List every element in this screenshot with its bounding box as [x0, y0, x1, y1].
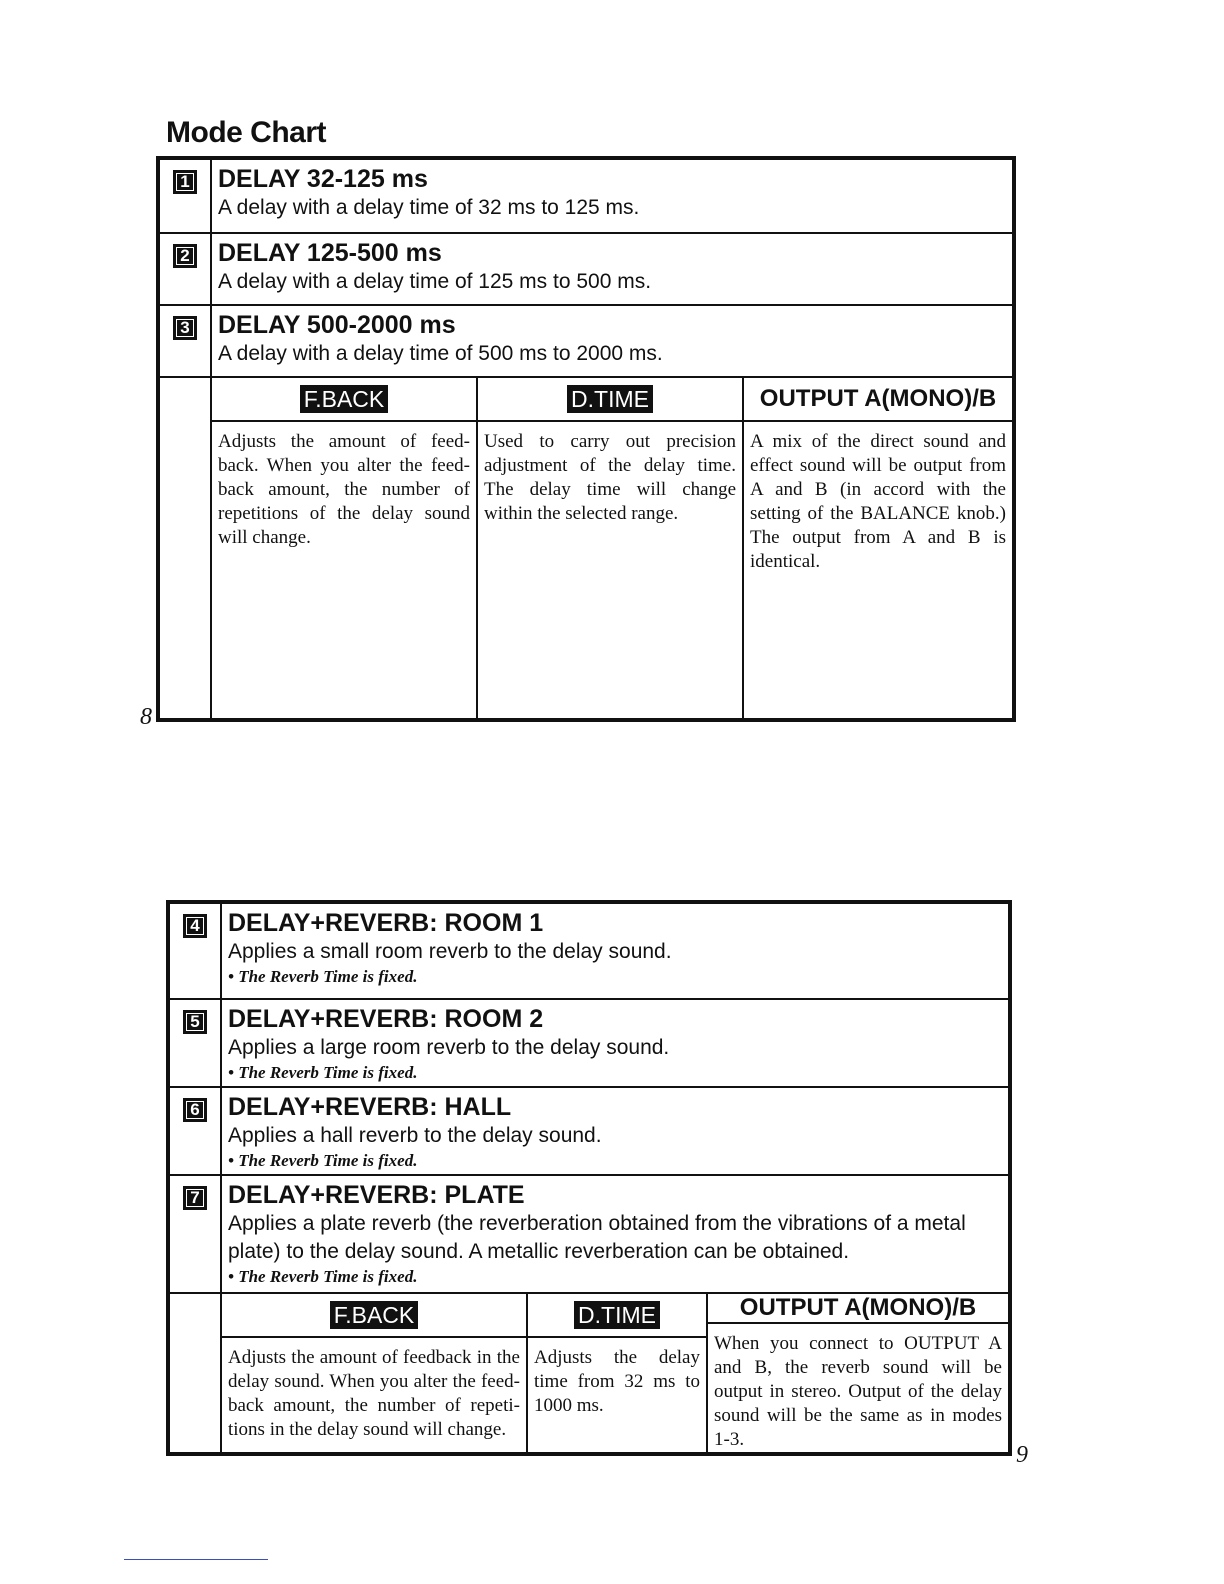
fback-description: Adjusts the amount of feed-back. When you alter the feed-back amount, the number of repetitions of the delay sound will change.: [218, 431, 470, 548]
footer-rule: [124, 1559, 268, 1560]
param-col-output: [708, 1294, 1008, 1452]
fback-knob-label: F.BACK: [300, 385, 389, 413]
param-col-dtime: [478, 378, 744, 718]
mode-number-badge: 6: [183, 1098, 207, 1122]
mode-name: DELAY+REVERB: ROOM 2: [228, 1005, 544, 1033]
mode-number-badge: 2: [173, 244, 197, 268]
mode-name: DELAY+REVERB: ROOM 1: [228, 909, 544, 937]
param-col-fback: [222, 1294, 528, 1452]
output-description: A mix of the direct sound and effect sound will be output from A and B (in accord with the setting of the BALANCE knob.) The output from A and B is identical.: [750, 431, 1006, 572]
mode-number-badge: 7: [183, 1186, 207, 1210]
mode-description: Applies a plate reverb (the reverberation obtained from the vibrations of a metal plate) to the delay sound. A metallic reverberation can be obtained.: [228, 1212, 966, 1263]
mode-name: DELAY 125-500 ms: [218, 239, 442, 267]
mode-description: A delay with a delay time of 32 ms to 125 ms.: [218, 196, 640, 219]
mode-description: A delay with a delay time of 500 ms to 2000 ms.: [218, 342, 663, 365]
parameter-table: [170, 1294, 1008, 1452]
mode-description: Applies a small room reverb to the delay sound.: [228, 940, 672, 963]
reverb-time-note: • The Reverb Time is fixed.: [228, 967, 418, 986]
mode-name: DELAY 500-2000 ms: [218, 311, 456, 339]
mode-description: A delay with a delay time of 125 ms to 500 ms.: [218, 270, 652, 293]
mode-chart-delay: [156, 156, 1016, 722]
mode-name: DELAY+REVERB: PLATE: [228, 1181, 525, 1209]
mode-number-badge: 4: [183, 914, 207, 938]
mode-row-4: [170, 904, 1008, 1000]
mode-name: DELAY 32-125 ms: [218, 165, 428, 193]
output-label: OUTPUT A(MONO)/B: [759, 385, 997, 412]
dtime-description: Used to carry out precision adjustment of the delay time. The delay time will change within the selected range.: [484, 431, 736, 524]
mode-description: Applies a hall reverb to the delay sound.: [228, 1124, 602, 1147]
fback-knob-label: F.BACK: [330, 1301, 419, 1329]
mode-row-5: [170, 1000, 1008, 1088]
page-number-left: 8: [140, 704, 152, 730]
mode-chart-delay-reverb: [166, 900, 1012, 1456]
reverb-time-note: • The Reverb Time is fixed.: [228, 1151, 418, 1170]
reverb-time-note: • The Reverb Time is fixed.: [228, 1063, 418, 1082]
mode-row-3: [160, 306, 1012, 378]
param-col-dtime: [528, 1294, 708, 1452]
mode-number-badge: 1: [173, 170, 197, 194]
parameter-table: [160, 378, 1012, 718]
reverb-time-note: • The Reverb Time is fixed.: [228, 1267, 418, 1286]
mode-number-badge: 3: [173, 316, 197, 340]
dtime-knob-label: D.TIME: [574, 1301, 660, 1329]
page-number-right: 9: [1016, 1442, 1028, 1468]
mode-row-7: [170, 1176, 1008, 1294]
mode-row-1: [160, 160, 1012, 234]
mode-name: DELAY+REVERB: HALL: [228, 1093, 512, 1121]
param-col-fback: [212, 378, 478, 718]
param-col-output: [744, 378, 1012, 718]
page-title: Mode Chart: [166, 116, 326, 149]
mode-description: Applies a large room reverb to the delay sound.: [228, 1036, 670, 1059]
dtime-knob-label: D.TIME: [567, 385, 653, 413]
mode-row-2: [160, 234, 1012, 306]
mode-number-badge: 5: [183, 1010, 207, 1034]
output-label: OUTPUT A(MONO)/B: [739, 1294, 977, 1321]
fback-description: Adjusts the amount of feedback in the delay sound. When you alter the feed-back amount, the number of repeti-tions in the delay sound will change.: [228, 1347, 520, 1440]
dtime-description: Adjusts the delay time from 32 ms to 1000 ms.: [534, 1347, 700, 1416]
output-description: When you connect to OUTPUT A and B, the reverb sound will be output in stereo. Output of the delay sound will be the same as in modes 1-3.: [714, 1333, 1002, 1450]
mode-row-6: [170, 1088, 1008, 1176]
